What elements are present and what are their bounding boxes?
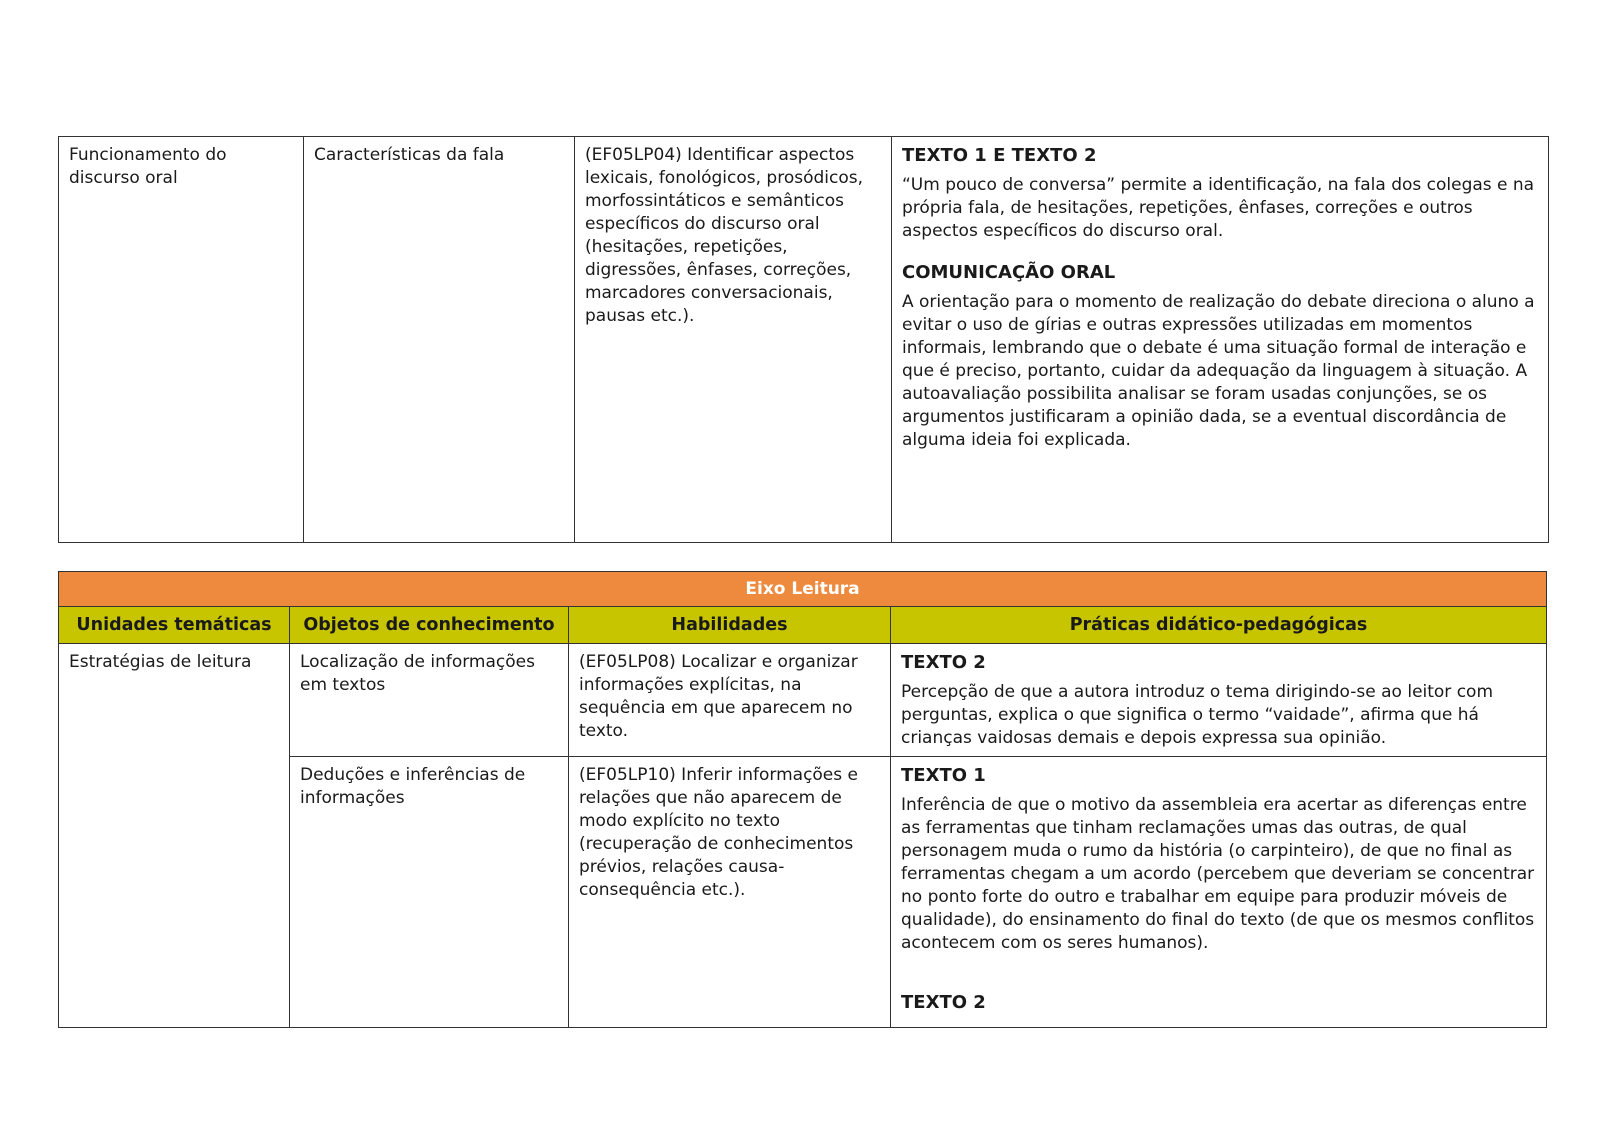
unit-cell (59, 137, 304, 543)
table-row (59, 644, 1547, 757)
unit-text: Funcionamento do discurso oral (69, 145, 227, 188)
column-header-practices: Práticas didático-pedagógicas (891, 607, 1547, 644)
practice-text: A orientação para o momento de realização do debate direciona o aluno a evitar o uso de gírias e outras expressões utilizadas em momentos informais, lembrando que o debate é uma situação formal de interação e que é preciso, portanto, cuidar da adequação da linguagem à situação. A autoavaliação possibilita analisar se foram usadas conjunções, se os argumentos justificaram a opinião dada, se a eventual discordância de alguma ideia foi explicada. (902, 292, 1535, 450)
practice-heading: COMUNICAÇÃO ORAL (902, 262, 1116, 283)
header-row (59, 607, 1547, 644)
skill-cell (569, 644, 891, 757)
practices-cell (891, 644, 1547, 757)
object-text: Deduções e inferências de informações (300, 765, 526, 808)
practices-cell (891, 757, 1547, 1028)
practice-text: Percepção de que a autora introduz o tema dirigindo-se ao leitor com perguntas, explica o que significa o termo “vaidade”, afirma que há crianças vaidosas demais e depois expressa sua opinião. (901, 682, 1494, 748)
practice-heading: TEXTO 1 E TEXTO 2 (902, 145, 1097, 166)
object-cell (290, 644, 569, 757)
object-text: Características da fala (314, 145, 505, 165)
skills-table-reading (58, 571, 1547, 1028)
practice-heading: TEXTO 2 (901, 652, 986, 673)
skill-text: (EF05LP10) Inferir informações e relações que não aparecem de modo explícito no texto (recuperação de conhecimentos prévios, relações causa-consequência etc.). (579, 765, 858, 900)
column-header-skills: Habilidades (569, 607, 891, 644)
band-row (59, 572, 1547, 607)
column-header-units: Unidades temáticas (59, 607, 290, 644)
unit-text: Estratégias de leitura (69, 652, 252, 672)
table-row (59, 137, 1549, 543)
practice-text: “Um pouco de conversa” permite a identificação, na fala dos colegas e na própria fala, de hesitações, repetições, ênfases, correções e outros aspectos específicos do discurso oral. (902, 175, 1535, 241)
unit-cell (59, 644, 290, 1028)
skill-cell (569, 757, 891, 1028)
object-cell (290, 757, 569, 1028)
object-cell (304, 137, 575, 543)
skill-text: (EF05LP04) Identificar aspectos lexicais, fonológicos, prosódicos, morfossintáticos e semânticos específicos do discurso oral (hesitações, repetições, digressões, ênfases, correções, marcadores conversacionais, pausas etc.). (585, 145, 864, 326)
column-header-objects: Objetos de conhecimento (290, 607, 569, 644)
skill-cell (575, 137, 892, 543)
object-text: Localização de informações em textos (300, 652, 535, 695)
practices-cell (892, 137, 1549, 543)
skill-text: (EF05LP08) Localizar e organizar informações explícitas, na sequência em que aparecem no texto. (579, 652, 858, 741)
axis-band-title: Eixo Leitura (59, 572, 1547, 607)
practice-heading: TEXTO 2 (901, 992, 986, 1013)
skills-table-oral (58, 136, 1549, 543)
practice-text: Inferência de que o motivo da assembleia era acertar as diferenças entre as ferramentas que tinham reclamações umas das outras, de qual personagem muda o rumo da história (o carpinteiro), de que no final as ferramentas chegam a um acordo (percebem que deveriam se concentrar no ponto forte do outro e trabalhar em equipe para produzir móveis de qualidade), do ensinamento do final do texto (de que os mesmos conflitos acontecem com os seres humanos). (901, 795, 1535, 953)
practice-heading: TEXTO 1 (901, 765, 986, 786)
